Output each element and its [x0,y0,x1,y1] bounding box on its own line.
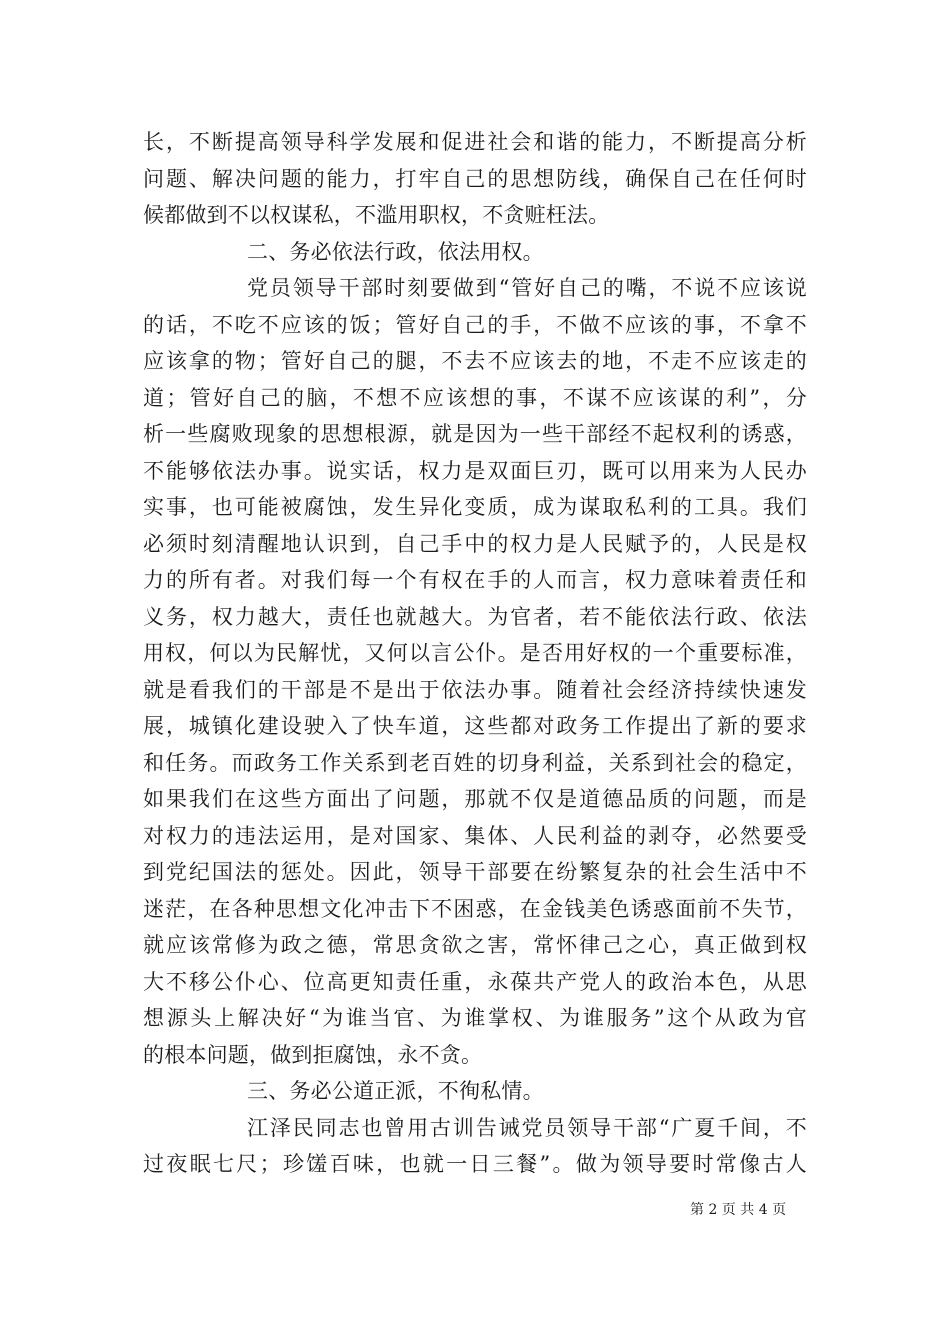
text-line: 大不移公仆心、位高更知责任重，永葆共产党人的政治本色，从思 [143,969,807,994]
page-number: 第 2 页 共 4 页 [690,1202,787,1218]
text-line: 党员领导干部时刻要做到“管好自己的嘴，不说不应该说 [247,276,807,300]
text-line: 迷茫，在各种思想文化冲击下不困惑，在金钱美色诱惑面前不失节， [143,896,807,921]
text-line: 三、务必公道正派，不徇私情。 [247,1079,544,1103]
document-body [143,124,807,1183]
text-line: 到党纪国法的惩处。因此，领导干部要在纷繁复杂的社会生活中不 [143,860,807,884]
text-line: 的根本问题，做到拒腐蚀，永不贪。 [143,1042,483,1067]
text-line: 过夜眠七尺；珍馐百味，也就一日三餐”。做为领导要时常像古人 [143,1152,807,1176]
text-line: 和任务。而政务工作关系到老百姓的切身利益，关系到社会的稳定， [143,750,807,775]
text-line: 析一些腐败现象的思想根源，就是因为一些干部经不起权利的诱惑， [143,422,807,446]
text-line: 对权力的违法运用，是对国家、集体、人民利益的剥夺，必然要受 [143,823,807,848]
text-line: 问题、解决问题的能力，打牢自己的思想防线，确保自己在任何时 [143,166,807,191]
text-line: 二、务必依法行政，依法用权。 [247,239,544,264]
text-line: 用权，何以为民解忧，又何以言公仆。是否用好权的一个重要标准， [143,641,807,665]
text-line: 实事，也可能被腐蚀，发生异化变质，成为谋取私利的工具。我们 [143,495,807,519]
text-line: 力的所有者。对我们每一个有权在手的人而言，权力意味着责任和 [143,568,807,592]
text-line: 就是看我们的干部是不是出于依法办事。随着社会经济持续快速发 [143,677,807,702]
text-line: 的话，不吃不应该的饭；管好自己的手，不做不应该的事，不拿不 [143,312,807,337]
text-line: 江泽民同志也曾用古训告诫党员领导干部“广夏千间，不 [247,1115,807,1140]
text-line: 必须时刻清醒地认识到，自己手中的权力是人民赋予的，人民是权 [143,531,807,556]
text-line: 道；管好自己的脑，不想不应该想的事，不谋不应该谋的利”，分 [143,385,807,410]
text-line: 义务，权力越大，责任也就越大。为官者，若不能依法行政、依法 [143,604,807,629]
text-line: 如果我们在这些方面出了问题，那就不仅是道德品质的问题，而是 [143,787,807,811]
text-line: 不能够依法办事。说实话，权力是双面巨刃，既可以用来为人民办 [143,458,807,483]
text-line: 展，城镇化建设驶入了快车道，这些都对政务工作提出了新的要求 [143,714,807,738]
text-line: 想源头上解决好“为谁当官、为谁掌权、为谁服务”这个从政为官 [143,1006,807,1030]
text-line: 候都做到不以权谋私，不滥用职权，不贪赃枉法。 [143,203,610,227]
text-line: 长，不断提高领导科学发展和促进社会和谐的能力，不断提高分析 [143,130,807,154]
text-line: 应该拿的物；管好自己的腿，不去不应该去的地，不走不应该走的 [143,349,807,373]
text-line: 就应该常修为政之德，常思贪欲之害，常怀律己之心，真正做到权 [143,933,807,957]
